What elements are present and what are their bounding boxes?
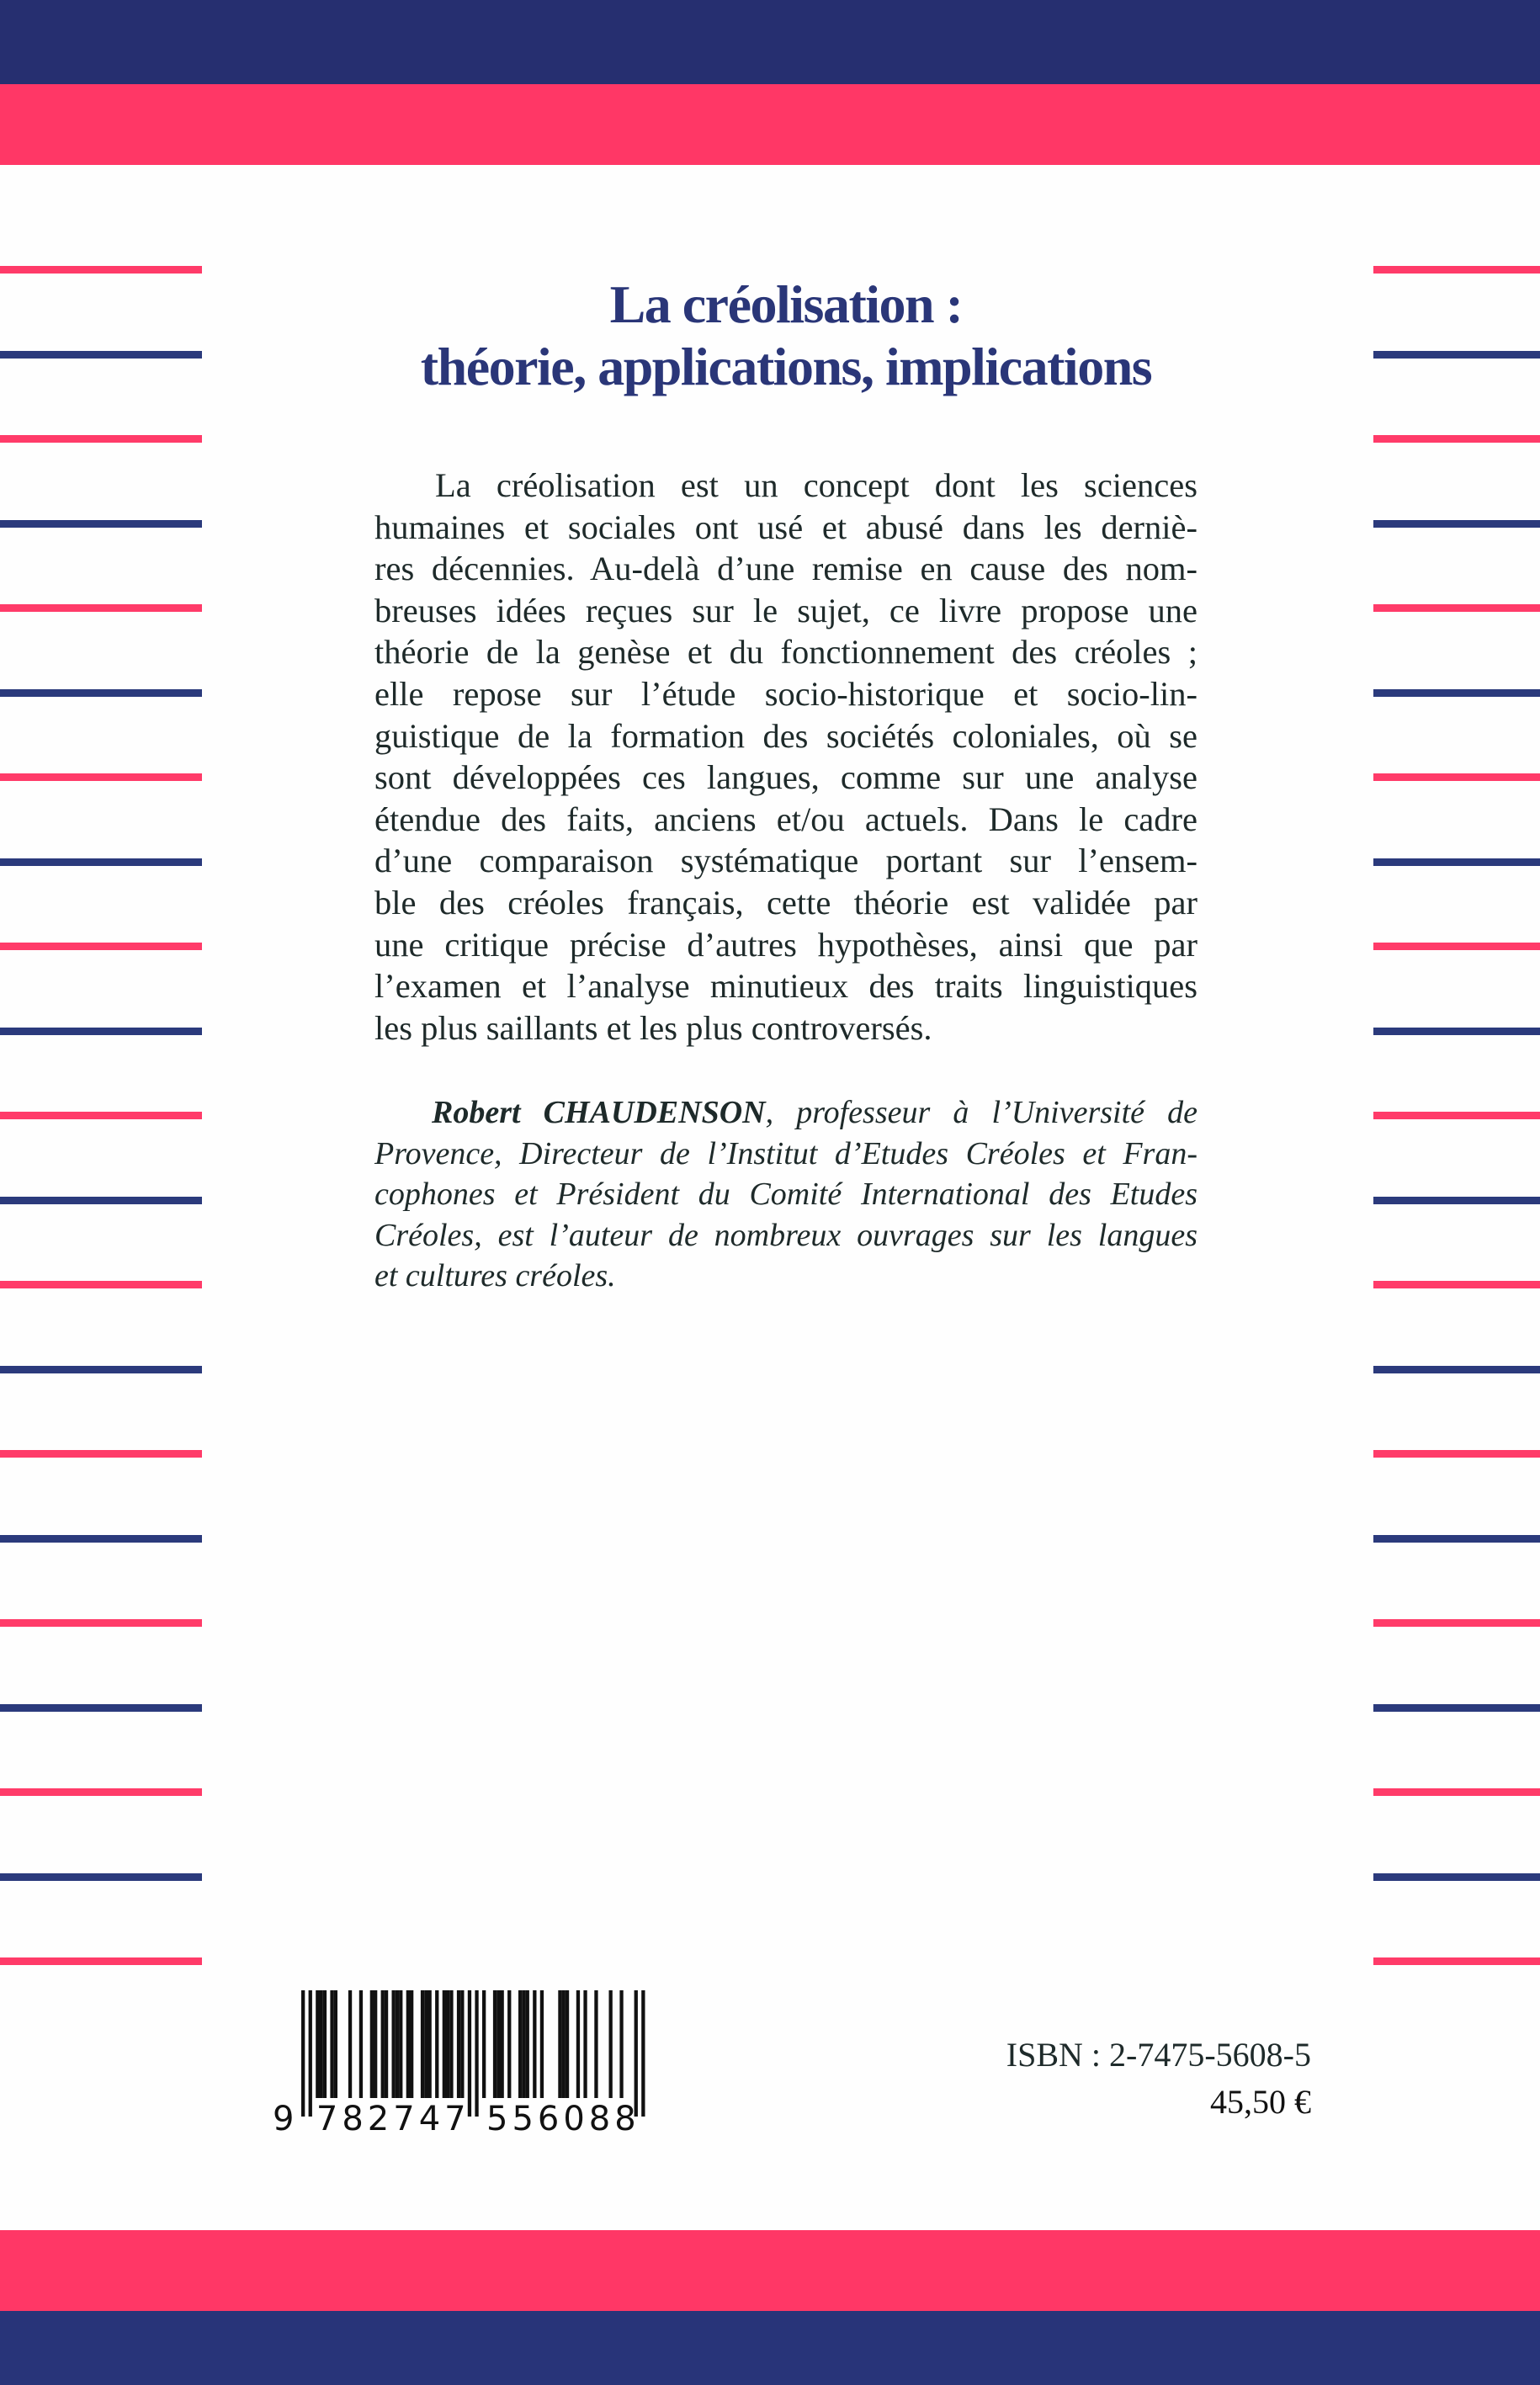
stripe-right-navy bbox=[1373, 858, 1540, 866]
stripe-left-navy bbox=[0, 1704, 202, 1712]
blurb-line: les plus saillants et les plus controversés. bbox=[374, 1008, 932, 1047]
stripe-right-navy bbox=[1373, 1028, 1540, 1035]
stripe-right-pink bbox=[1373, 1450, 1540, 1458]
blurb-line: étendue des faits, anciens et/ou actuels. Dans le cadre bbox=[374, 799, 1197, 838]
blurb-line: théorie de la genèse et du fonctionnement des créoles ; bbox=[374, 633, 1197, 672]
stripe-left-pink bbox=[0, 604, 202, 612]
stripe-left-pink bbox=[0, 1450, 202, 1458]
author-bio-first-line: , professeur à l’Université de bbox=[765, 1095, 1198, 1130]
blurb-line: guistique de la formation des sociétés coloniales, où se bbox=[374, 716, 1197, 755]
author-bio-line bbox=[374, 1092, 1197, 1134]
stripe-right-navy bbox=[1373, 1535, 1540, 1543]
blurb-line: elle repose sur l’étude socio-historique et socio-lin- bbox=[374, 674, 1197, 713]
top-navy-band bbox=[0, 0, 1540, 84]
stripe-right-navy bbox=[1373, 1366, 1540, 1373]
blurb-line: une critique précise d’autres hypothèses, ainsi que par bbox=[374, 925, 1197, 964]
stripe-right-pink bbox=[1373, 1788, 1540, 1796]
book-title bbox=[374, 274, 1197, 398]
blurb-line: La créolisation est un concept dont les sciences bbox=[435, 466, 1197, 504]
stripe-left-pink bbox=[0, 943, 202, 950]
blurb-line: res décennies. Au-delà d’une remise en cause des nom- bbox=[374, 550, 1197, 588]
price-label: 45,50 € bbox=[1210, 2083, 1311, 2121]
blurb-line: sont développées ces langues, comme sur une analyse bbox=[374, 758, 1197, 797]
stripe-left-navy bbox=[0, 1028, 202, 1035]
bottom-pink-band bbox=[0, 2230, 1540, 2311]
author-bio-line: cophones et Président du Comité International des Etudes bbox=[374, 1177, 1197, 1212]
stripe-left-navy bbox=[0, 689, 202, 697]
stripe-right-navy bbox=[1373, 689, 1540, 697]
stripe-left-pink bbox=[0, 1281, 202, 1288]
stripe-right-pink bbox=[1373, 1281, 1540, 1288]
stripe-right-navy bbox=[1373, 1704, 1540, 1712]
blurb-paragraph bbox=[374, 465, 1197, 1049]
stripe-right-pink bbox=[1373, 773, 1540, 781]
stripe-right-navy bbox=[1373, 351, 1540, 359]
blurb-line: breuses idées reçues sur le sujet, ce livre propose une bbox=[374, 591, 1197, 629]
title-line-2: théorie, applications, implications bbox=[420, 337, 1152, 396]
stripe-left-pink bbox=[0, 1957, 202, 1965]
barcode-icon bbox=[268, 1982, 655, 2142]
blurb-line: d’une comparaison systématique portant sur l’ensem- bbox=[374, 842, 1197, 880]
blurb-line: humaines et sociales ont usé et abusé dans les derniè- bbox=[374, 507, 1197, 546]
blurb-line: l’examen et l’analyse minutieux des traits linguistiques bbox=[374, 967, 1197, 1006]
stripe-left-navy bbox=[0, 1197, 202, 1204]
stripe-right-pink bbox=[1373, 266, 1540, 274]
ean-barcode bbox=[268, 1982, 655, 2142]
blurb-line: ble des créoles français, cette théorie est validée par bbox=[374, 883, 1197, 922]
author-bio-line: Provence, Directeur de l’Institut d’Etudes Créoles et Fran- bbox=[374, 1135, 1197, 1171]
stripe-left-pink bbox=[0, 1788, 202, 1796]
stripe-right-navy bbox=[1373, 520, 1540, 528]
stripe-right-navy bbox=[1373, 1873, 1540, 1881]
stripe-right-pink bbox=[1373, 435, 1540, 443]
stripe-left-navy bbox=[0, 1535, 202, 1543]
stripe-left-pink bbox=[0, 1619, 202, 1627]
top-pink-band bbox=[0, 84, 1540, 165]
stripe-right-navy bbox=[1373, 1197, 1540, 1204]
stripe-left-navy bbox=[0, 520, 202, 528]
stripe-left-navy bbox=[0, 351, 202, 359]
stripe-left-pink bbox=[0, 435, 202, 443]
svg-text:556088: 556088 bbox=[486, 2100, 640, 2138]
stripe-right-pink bbox=[1373, 943, 1540, 950]
stripe-right-pink bbox=[1373, 604, 1540, 612]
stripe-right-pink bbox=[1373, 1957, 1540, 1965]
author-bio-line: Créoles, est l’auteur de nombreux ouvrages sur les langues bbox=[374, 1217, 1197, 1253]
stripe-right-pink bbox=[1373, 1619, 1540, 1627]
stripe-left-navy bbox=[0, 858, 202, 866]
author-bio bbox=[374, 1092, 1197, 1297]
stripe-left-navy bbox=[0, 1873, 202, 1881]
stripe-left-pink bbox=[0, 1112, 202, 1119]
stripe-left-pink bbox=[0, 773, 202, 781]
stripe-left-navy bbox=[0, 1366, 202, 1373]
svg-text:782747: 782747 bbox=[316, 2100, 470, 2138]
svg-text:9: 9 bbox=[273, 2100, 299, 2138]
author-name: Robert CHAUDENSON bbox=[432, 1095, 766, 1130]
stripe-left-pink bbox=[0, 266, 202, 274]
author-bio-line: et cultures créoles. bbox=[374, 1258, 616, 1293]
stripe-right-pink bbox=[1373, 1112, 1540, 1119]
title-line-1: La créolisation : bbox=[609, 274, 963, 334]
bottom-navy-band bbox=[0, 2311, 1540, 2385]
isbn-label: ISBN : 2-7475-5608-5 bbox=[1006, 2036, 1311, 2074]
